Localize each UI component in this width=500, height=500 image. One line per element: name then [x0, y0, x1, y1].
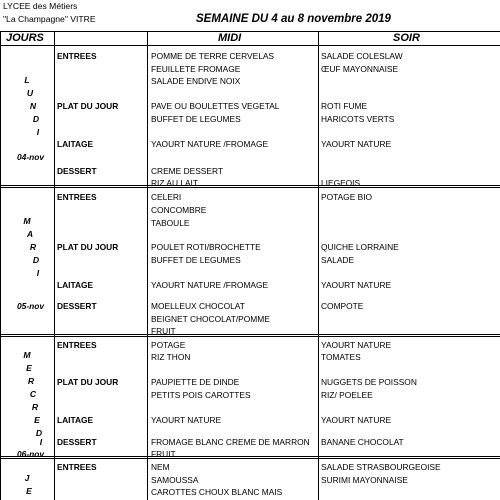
day-letter: E: [26, 363, 32, 373]
day-separator: [0, 456, 500, 459]
midi-item: POMME DE TERRE CERVELAS: [151, 51, 275, 61]
midi-item: CONCOMBRE: [151, 205, 207, 215]
day-letter: I: [39, 437, 43, 447]
midi-item: FRUIT: [151, 449, 176, 459]
midi-item: POULET ROTI/BROCHETTE: [151, 242, 261, 252]
day-date: 05-nov: [17, 301, 44, 311]
midi-item: PAUPIETTE DE DINDE: [151, 377, 240, 387]
category-label: PLAT DU JOUR: [57, 101, 119, 111]
day-letter: M: [23, 216, 31, 226]
category-label: LAITAGE: [57, 415, 94, 425]
day-letter: R: [29, 242, 37, 252]
soir-item: SURIMI MAYONNAISE: [321, 475, 408, 485]
midi-item: CELERI: [151, 192, 182, 202]
midi-item: MOELLEUX CHOCOLAT: [151, 301, 245, 311]
soir-item: ŒUF MAYONNAISE: [321, 64, 399, 74]
day-letter: E: [26, 486, 32, 496]
category-label: DESSERT: [57, 437, 97, 447]
midi-item: RIZ AU LAIT: [151, 178, 199, 188]
category-column-border: [147, 31, 148, 500]
midi-item: SALADE ENDIVE NOIX: [151, 76, 241, 86]
soir-item: SALADE STRASBOURGEOISE: [321, 462, 441, 472]
column-header-midi: MIDI: [218, 32, 242, 44]
midi-item: TABOULE: [151, 218, 190, 228]
soir-item: BANANE CHOCOLAT: [321, 437, 404, 447]
day-letter: R: [27, 376, 35, 386]
category-label: LAITAGE: [57, 280, 94, 290]
day-letter: I: [36, 268, 40, 278]
column-header-soir: SOIR: [393, 32, 420, 44]
category-label: ENTREES: [57, 192, 97, 202]
soir-item: COMPOTE: [321, 301, 364, 311]
midi-item: CAROTTES CHOUX BLANC MAIS: [151, 487, 283, 497]
day-separator: [0, 334, 500, 337]
soir-item: TOMATES: [321, 352, 361, 362]
week-title: SEMAINE DU 4 au 8 novembre 2019: [196, 13, 391, 25]
midi-item: PAVE OU BOULETTES VEGETAL: [151, 101, 280, 111]
column-header-jours: JOURS: [6, 32, 44, 44]
midi-item: FRUIT: [151, 326, 176, 336]
table-left-border: [0, 31, 1, 500]
midi-item: PETITS POIS CAROTTES: [151, 390, 251, 400]
soir-item: HARICOTS VERTS: [321, 114, 395, 124]
category-label: DESSERT: [57, 301, 97, 311]
soir-item: SALADE: [321, 255, 355, 265]
day-letter: L: [24, 75, 30, 85]
category-label: ENTREES: [57, 462, 97, 472]
soir-item: YAOURT NATURE: [321, 340, 392, 350]
jours-column-border: [54, 31, 55, 500]
soir-item: YAOURT NATURE: [321, 280, 392, 290]
soir-item: QUICHE LORRAINE: [321, 242, 399, 252]
midi-item: CREME DESSERT: [151, 166, 223, 176]
midi-item: RIZ THON: [151, 352, 191, 362]
midi-item: SAMOUSSA: [151, 475, 199, 485]
soir-item: LIEGEOIS: [321, 178, 361, 188]
day-letter: D: [32, 114, 40, 124]
soir-item: YAOURT NATURE: [321, 415, 392, 425]
midi-item: BEIGNET CHOCOLAT/POMME: [151, 314, 270, 324]
day-letter: D: [32, 255, 40, 265]
midi-column-border: [318, 31, 319, 500]
category-label: PLAT DU JOUR: [57, 377, 119, 387]
midi-item: BUFFET DE LEGUMES: [151, 114, 241, 124]
header-bottom-border: [0, 45, 500, 46]
category-label: LAITAGE: [57, 139, 94, 149]
midi-item: BUFFET DE LEGUMES: [151, 255, 241, 265]
category-label: ENTREES: [57, 340, 97, 350]
day-letter: A: [26, 229, 34, 239]
midi-item: YAOURT NATURE /FROMAGE: [151, 139, 269, 149]
midi-item: YAOURT NATURE /FROMAGE: [151, 280, 269, 290]
soir-item: POTAGE BIO: [321, 192, 373, 202]
midi-item: NEM: [151, 462, 170, 472]
soir-item: ROTI FUME: [321, 101, 368, 111]
day-letter: D: [35, 428, 43, 438]
soir-item: RIZ/ POELEE: [321, 390, 373, 400]
day-date: 04-nov: [17, 152, 44, 162]
midi-item: YAOURT NATURE: [151, 415, 222, 425]
category-label: PLAT DU JOUR: [57, 242, 119, 252]
day-letter: N: [29, 101, 37, 111]
day-letter: I: [36, 127, 40, 137]
midi-item: FROMAGE BLANC CREME DE MARRON: [151, 437, 310, 447]
midi-item: FEUILLETE FROMAGE: [151, 64, 241, 74]
day-letter: E: [34, 415, 40, 425]
school-name: LYCEE des Métiers: [3, 1, 78, 11]
day-letter: M: [23, 350, 31, 360]
day-date: 06-nov: [17, 449, 44, 459]
midi-item: POTAGE: [151, 340, 186, 350]
category-label: ENTREES: [57, 51, 97, 61]
day-separator: [0, 185, 500, 188]
table-top-border: [0, 31, 500, 32]
day-letter: U: [26, 88, 34, 98]
soir-item: YAOURT NATURE: [321, 139, 392, 149]
day-letter: R: [31, 402, 39, 412]
day-letter: C: [29, 389, 37, 399]
category-label: DESSERT: [57, 166, 97, 176]
school-location: "La Champagne" VITRE: [3, 14, 96, 24]
soir-item: NUGGETS DE POISSON: [321, 377, 417, 387]
day-letter: J: [24, 473, 30, 483]
soir-item: SALADE COLESLAW: [321, 51, 403, 61]
